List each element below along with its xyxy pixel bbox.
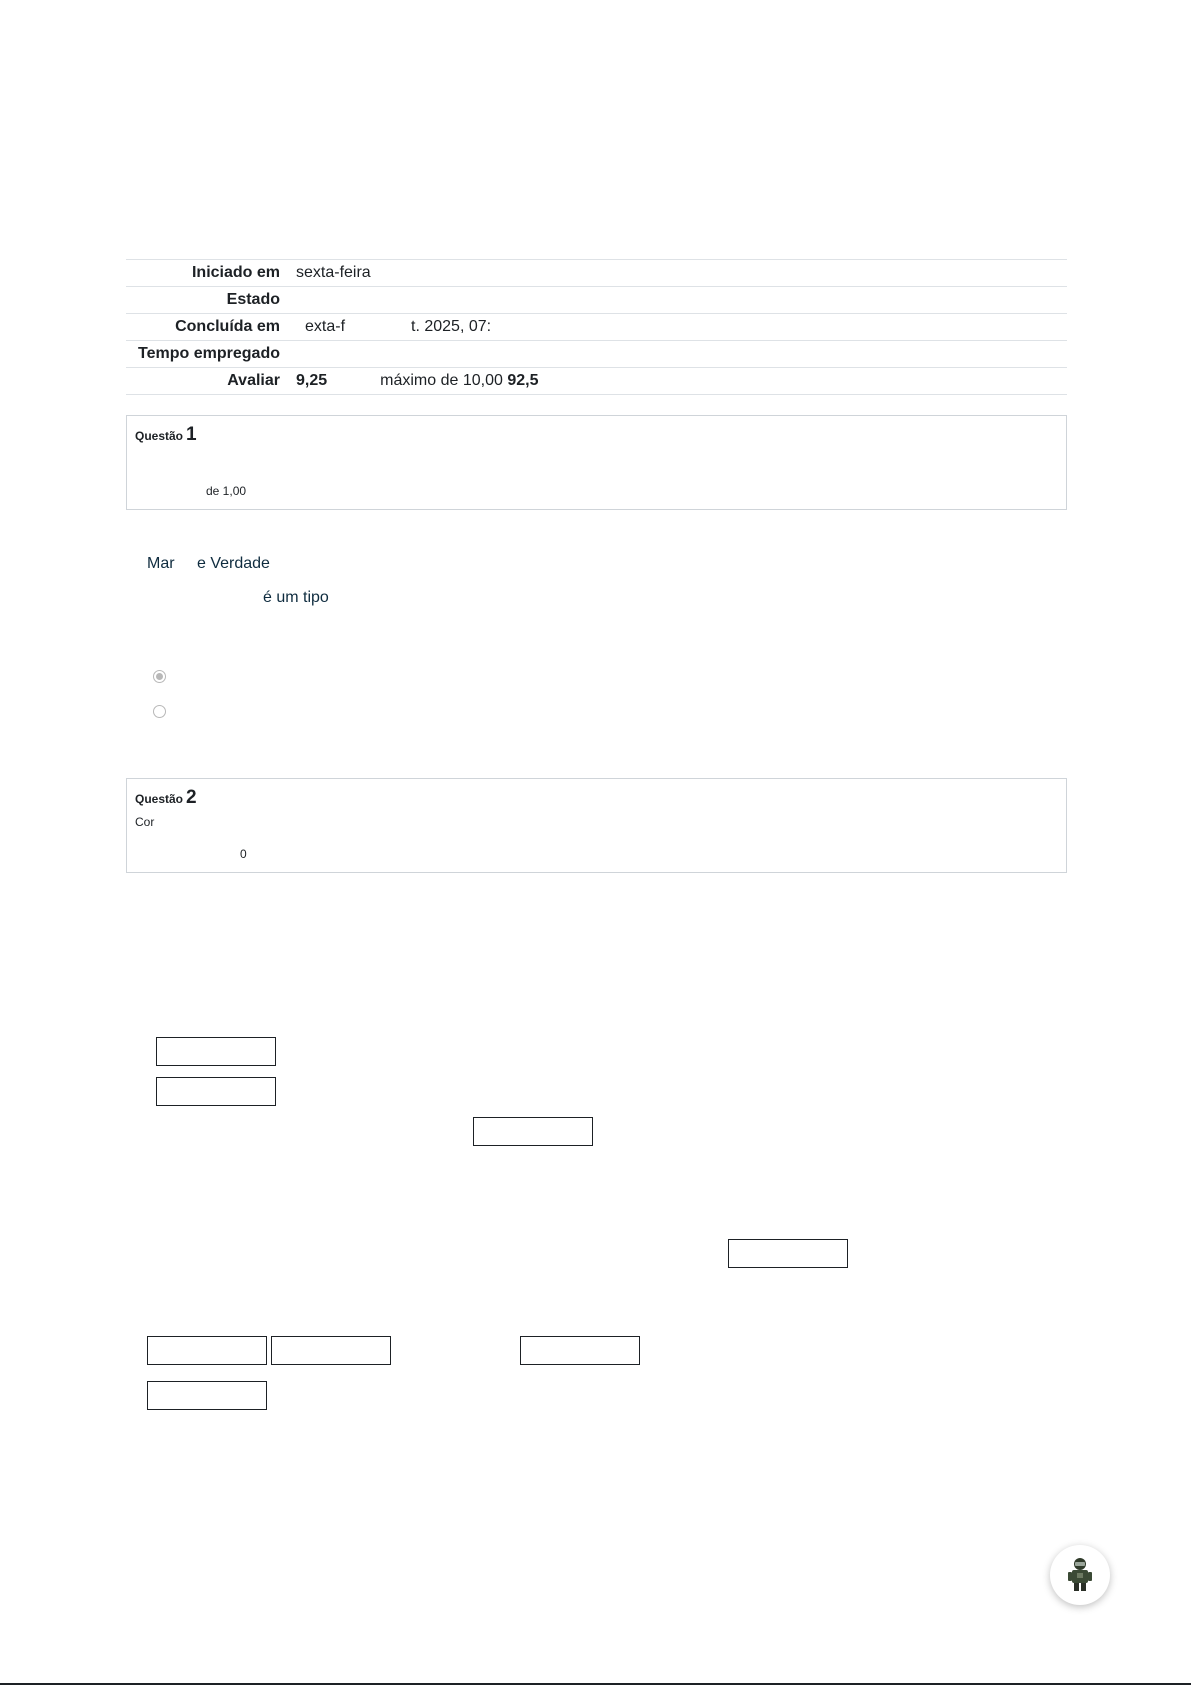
- grade-value: 9,25: [296, 372, 328, 389]
- summary-label: Concluída em: [175, 318, 280, 335]
- question-1-text-b: e Verdade: [197, 555, 270, 572]
- drag-item[interactable]: [147, 1336, 267, 1365]
- summary-label: Estado: [226, 291, 280, 308]
- drop-box[interactable]: [728, 1239, 848, 1268]
- summary-value: sexta-feira: [296, 264, 371, 281]
- drop-box[interactable]: [156, 1077, 276, 1106]
- question-number: Questão 2: [135, 787, 197, 808]
- question-grade: de 1,00: [206, 484, 247, 498]
- summary-value: exta-f: [305, 318, 346, 335]
- question-2-info: [126, 778, 1067, 873]
- drag-item[interactable]: [147, 1381, 267, 1410]
- drag-item[interactable]: [271, 1336, 391, 1365]
- grade-max: máximo de 10,00: [380, 372, 503, 389]
- question-grade: 0: [240, 847, 247, 861]
- summary-value-cont: t. 2025, 07:: [411, 318, 492, 335]
- answer-false-radio[interactable]: [153, 705, 166, 718]
- drop-box[interactable]: [156, 1037, 276, 1066]
- robot-assistant-icon: [1065, 1557, 1095, 1593]
- grade-percent: 92,5: [507, 372, 539, 389]
- summary-row-grade: [126, 368, 1067, 395]
- summary-row-completed: [126, 314, 1067, 341]
- summary-label: Avaliar: [227, 372, 280, 389]
- drag-item[interactable]: [520, 1336, 640, 1365]
- summary-row-time: [126, 341, 1067, 368]
- question-1-text-a: Mar: [147, 555, 175, 572]
- summary-row-state: [126, 287, 1067, 314]
- attempt-summary-table: [126, 259, 1067, 395]
- answer-true-radio[interactable]: [153, 670, 166, 683]
- summary-row-started: [126, 260, 1067, 287]
- summary-label: Tempo empregado: [138, 345, 280, 362]
- question-number: Questão 1: [135, 424, 197, 445]
- assistant-button[interactable]: [1050, 1545, 1110, 1605]
- summary-label: Iniciado em: [191, 264, 280, 281]
- drop-box[interactable]: [473, 1117, 593, 1146]
- question-1-info: [126, 415, 1067, 510]
- question-1-text-line2: é um tipo: [263, 589, 329, 606]
- question-state: Cor: [135, 815, 155, 829]
